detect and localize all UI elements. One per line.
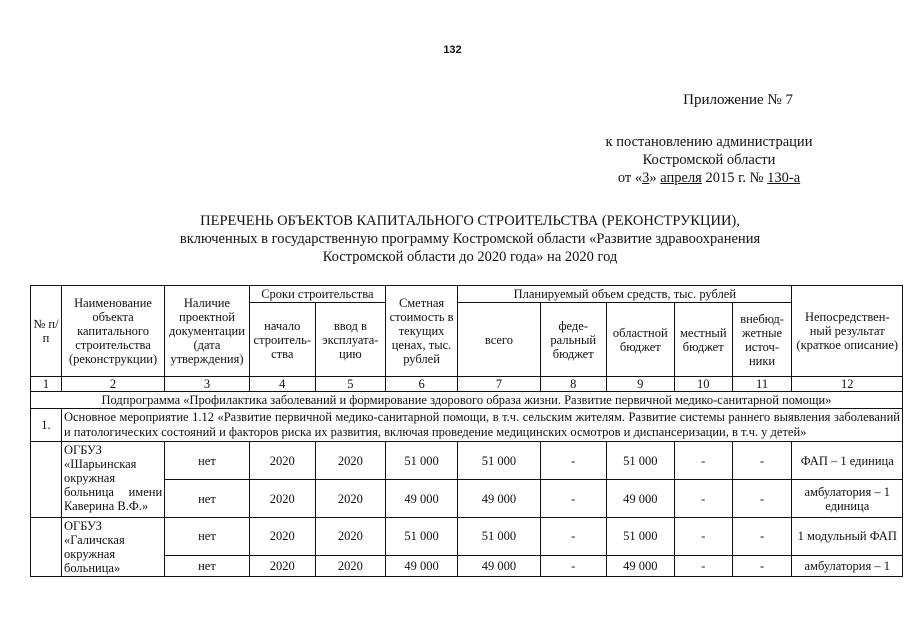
col-number: 3 xyxy=(165,377,250,392)
cell-extra: - xyxy=(732,555,792,576)
main-event-num: 1. xyxy=(31,409,62,442)
cell-result: ФАП – 1 единица xyxy=(792,442,903,480)
cell-start: 2020 xyxy=(249,518,315,556)
decree-date-year: 2015 г. № xyxy=(701,170,768,186)
cell-start: 2020 xyxy=(249,480,315,518)
header-result: Непосредствен-ный результат (краткое описание) xyxy=(792,286,903,377)
decree-date-line xyxy=(579,169,839,187)
main-event-row xyxy=(31,409,903,442)
decree-reference xyxy=(579,133,839,187)
cell-local: - xyxy=(674,518,732,556)
cell-local: - xyxy=(674,442,732,480)
cell-regional: 49 000 xyxy=(606,480,674,518)
decree-line-2: Костромской области xyxy=(642,152,776,168)
cell-docs: нет xyxy=(165,555,250,576)
decree-day: 3 xyxy=(642,170,650,186)
cell-cost: 49 000 xyxy=(385,555,457,576)
cell-extra: - xyxy=(732,518,792,556)
subprogram-row xyxy=(31,392,903,409)
decree-line-1: к постановлению администрации xyxy=(605,134,813,150)
header-commission: ввод в эксплуата-цию xyxy=(315,303,385,377)
header-local: местный бюджет xyxy=(674,303,732,377)
decree-month: апреля xyxy=(660,170,702,186)
header-docs: Наличие проектной документации (дата утверждения) xyxy=(165,286,250,377)
cell-result: 1 модульный ФАП xyxy=(792,518,903,556)
org-name: ОГБУЗ «Шарьинская окружная больница имени Каверина В.Ф.» xyxy=(61,442,164,518)
header-regional: областной бюджет xyxy=(606,303,674,377)
cell-total: 49 000 xyxy=(458,555,541,576)
cell-commission: 2020 xyxy=(315,480,385,518)
col-number: 8 xyxy=(540,377,606,392)
col-number: 10 xyxy=(674,377,732,392)
cell-federal: - xyxy=(540,555,606,576)
subprogram-title: Подпрограмма «Профилактика заболеваний и формирование здорового образа жизни. Развитие первичной медико-санитарной помощи» xyxy=(31,392,903,409)
row-num-empty xyxy=(31,442,62,518)
cell-regional: 49 000 xyxy=(606,555,674,576)
title-line-3: Костромской области до 2020 года» на 2020 год xyxy=(322,249,618,265)
column-numbers-row xyxy=(31,377,903,392)
row-num-empty xyxy=(31,518,62,577)
cell-result: амбулатория – 1 единица xyxy=(792,480,903,518)
cell-regional: 51 000 xyxy=(606,442,674,480)
cell-commission: 2020 xyxy=(315,555,385,576)
cell-cost: 51 000 xyxy=(385,442,457,480)
col-number: 12 xyxy=(792,377,903,392)
cell-total: 51 000 xyxy=(458,518,541,556)
header-terms: Сроки строительства xyxy=(249,286,385,303)
cell-cost: 49 000 xyxy=(385,480,457,518)
cell-commission: 2020 xyxy=(315,442,385,480)
col-number: 2 xyxy=(61,377,164,392)
cell-result: амбулатория – 1 xyxy=(792,555,903,576)
decree-number: 130-а xyxy=(767,170,801,186)
title-line-1: ПЕРЕЧЕНЬ ОБЪЕКТОВ КАПИТАЛЬНОГО СТРОИТЕЛЬСТВА (РЕКОНСТРУКЦИИ), xyxy=(200,213,740,229)
document-title xyxy=(150,212,790,266)
decree-date-mid: » xyxy=(649,170,661,186)
title-line-2: включенных в государственную программу Костромской области «Развитие здравоохранения xyxy=(179,231,761,247)
cell-federal: - xyxy=(540,480,606,518)
header-extra: внебюд-жетные источ-ники xyxy=(732,303,792,377)
cell-extra: - xyxy=(732,442,792,480)
cell-start: 2020 xyxy=(249,555,315,576)
header-name: Наименование объекта капитального строительства (реконструкции) xyxy=(61,286,164,377)
cell-commission: 2020 xyxy=(315,518,385,556)
col-number: 6 xyxy=(385,377,457,392)
col-number: 11 xyxy=(732,377,792,392)
cell-total: 51 000 xyxy=(458,442,541,480)
decree-date-prefix: от « xyxy=(617,170,643,186)
header-num: № п/п xyxy=(31,286,62,377)
col-number: 1 xyxy=(31,377,62,392)
cell-extra: - xyxy=(732,480,792,518)
col-number: 4 xyxy=(249,377,315,392)
cell-total: 49 000 xyxy=(458,480,541,518)
col-number: 5 xyxy=(315,377,385,392)
header-cost: Сметная стоимость в текущих ценах, тыс. рублей xyxy=(385,286,457,377)
cell-federal: - xyxy=(540,442,606,480)
table-row xyxy=(31,518,903,556)
col-number: 7 xyxy=(458,377,541,392)
header-federal: феде-ральный бюджет xyxy=(540,303,606,377)
table-row xyxy=(31,442,903,480)
main-event-text: Основное мероприятие 1.12 «Развитие первичной медико-санитарной помощи, в т.ч. сельским жителям. Развитие системы раннего выявления заболеваний и патологических состояний и факторов риска их развития, включая проведение медицинских осмотров и диспансеризации, в т.ч. у детей» xyxy=(61,409,902,442)
header-funds: Планируемый объем средств, тыс. рублей xyxy=(458,286,792,303)
cell-local: - xyxy=(674,555,732,576)
cell-local: - xyxy=(674,480,732,518)
cell-docs: нет xyxy=(165,442,250,480)
cell-docs: нет xyxy=(165,518,250,556)
cell-start: 2020 xyxy=(249,442,315,480)
cell-regional: 51 000 xyxy=(606,518,674,556)
col-number: 9 xyxy=(606,377,674,392)
page-number: 132 xyxy=(443,44,462,56)
org-name: ОГБУЗ «Галичская окружная больница» xyxy=(61,518,164,577)
header-row-1 xyxy=(31,286,903,303)
appendix-label: Приложение № 7 xyxy=(683,92,793,108)
cell-federal: - xyxy=(540,518,606,556)
cell-cost: 51 000 xyxy=(385,518,457,556)
header-start: начало строитель-ства xyxy=(249,303,315,377)
header-total: всего xyxy=(458,303,541,377)
objects-table xyxy=(30,285,903,577)
cell-docs: нет xyxy=(165,480,250,518)
